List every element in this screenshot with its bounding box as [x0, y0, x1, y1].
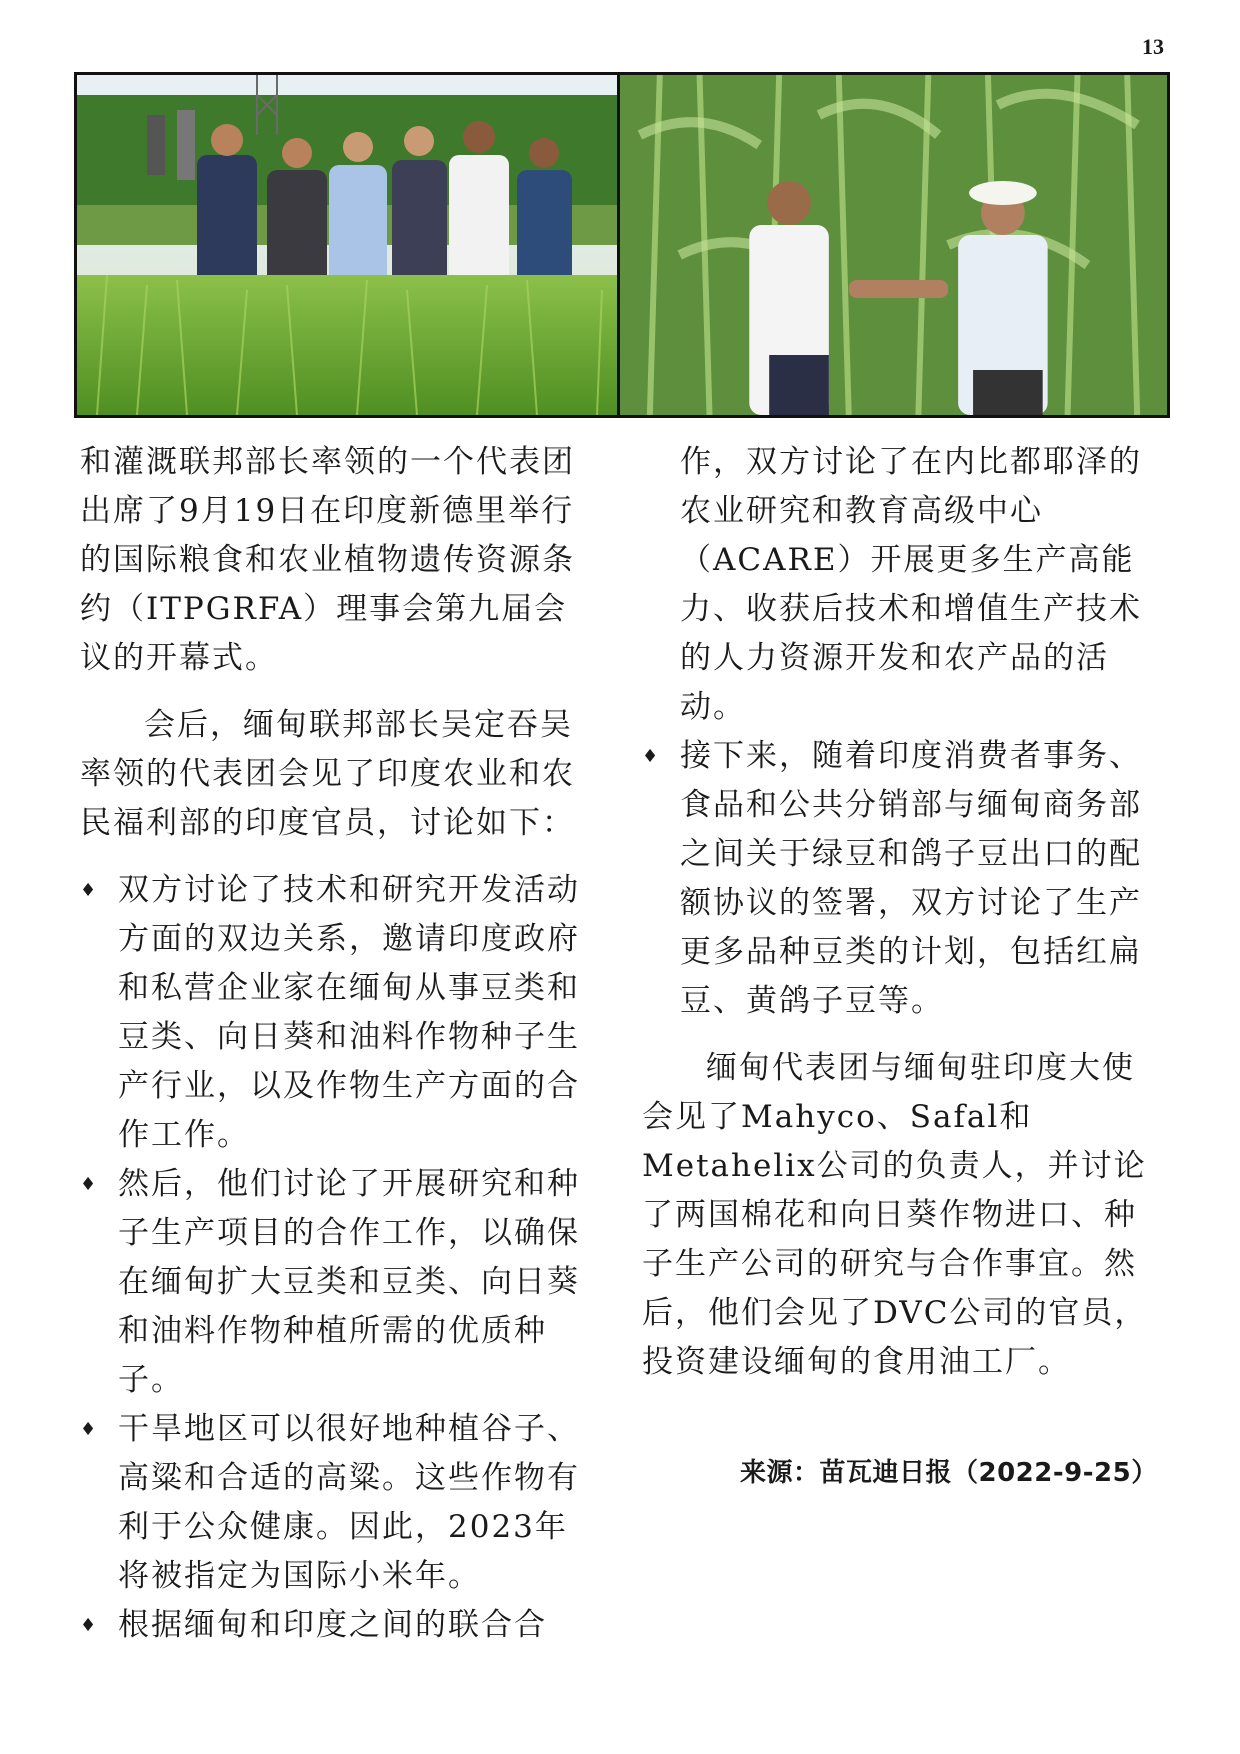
- list-item: ♦ 双方讨论了技术和研究开发活动方面的双边关系，邀请印度政府和私营企业家在缅甸从事豆类和豆类、向日葵和油料作物种子生产行业，以及作物生产方面的合作工作。: [80, 866, 600, 1160]
- diamond-bullet-icon: ♦: [80, 880, 99, 901]
- list-item: ♦ 根据缅甸和印度之间的联合合: [80, 1601, 600, 1650]
- page-number: 13: [1142, 34, 1164, 59]
- meeting-paragraph: 会后，缅甸联邦部长吴定吞吴率领的代表团会见了印度农业和农民福利部的印度官员，讨论如下：: [80, 707, 575, 841]
- diamond-bullet-icon: ♦: [642, 746, 661, 767]
- diamond-bullet-icon: ♦: [80, 1419, 99, 1440]
- intro-paragraph: 和灌溉联邦部长率领的一个代表团出席了9月19日在印度新德里举行的国际粮食和农业植物遗传资源条约（ITPGRFA）理事会第九届会议的开幕式。: [80, 444, 575, 676]
- left-column: [80, 438, 600, 1650]
- source-citation: 来源：苗瓦迪日报（2022-9-25）: [740, 1458, 1158, 1488]
- list-item: ♦ 接下来，随着印度消费者事务、食品和公共分销部与缅甸商务部之间关于绿豆和鸽子豆出口的配额协议的签署，双方讨论了生产更多品种豆类的计划，包括红扁豆、黄鸽子豆等。: [642, 732, 1164, 1026]
- inspecting-sorghum-photo: [620, 75, 1167, 415]
- discussion-list: [80, 866, 600, 1650]
- diamond-bullet-icon: ♦: [80, 1615, 99, 1636]
- delegation-in-rice-field-photo: [77, 75, 620, 415]
- right-column: [642, 438, 1164, 1387]
- list-item: ♦ 干旱地区可以很好地种植谷子、高粱和合适的高粱。这些作物有利于公众健康。因此，2023年将被指定为国际小米年。: [80, 1405, 600, 1601]
- discussion-list-continued: [642, 732, 1164, 1026]
- photo-strip: [74, 72, 1170, 418]
- continued-list-item: 作，双方讨论了在内比都耶泽的农业研究和教育高级中心（ACARE）开展更多生产高能力、收获后技术和增值生产技术的人力资源开发和农产品的活动。: [680, 444, 1142, 725]
- diamond-bullet-icon: ♦: [80, 1174, 99, 1195]
- companies-paragraph: 缅甸代表团与缅甸驻印度大使会见了Mahyco、Safal和Metahelix公司的负责人，并讨论了两国棉花和向日葵作物进口、种子生产公司的研究与合作事宜。然后，他们会见了DVC公司的官员，投资建设缅甸的食用油工厂。: [642, 1050, 1148, 1380]
- list-item: ♦ 然后，他们讨论了开展研究和种子生产项目的合作工作，以确保在缅甸扩大豆类和豆类、向日葵和油料作物种植所需的优质种子。: [80, 1160, 600, 1405]
